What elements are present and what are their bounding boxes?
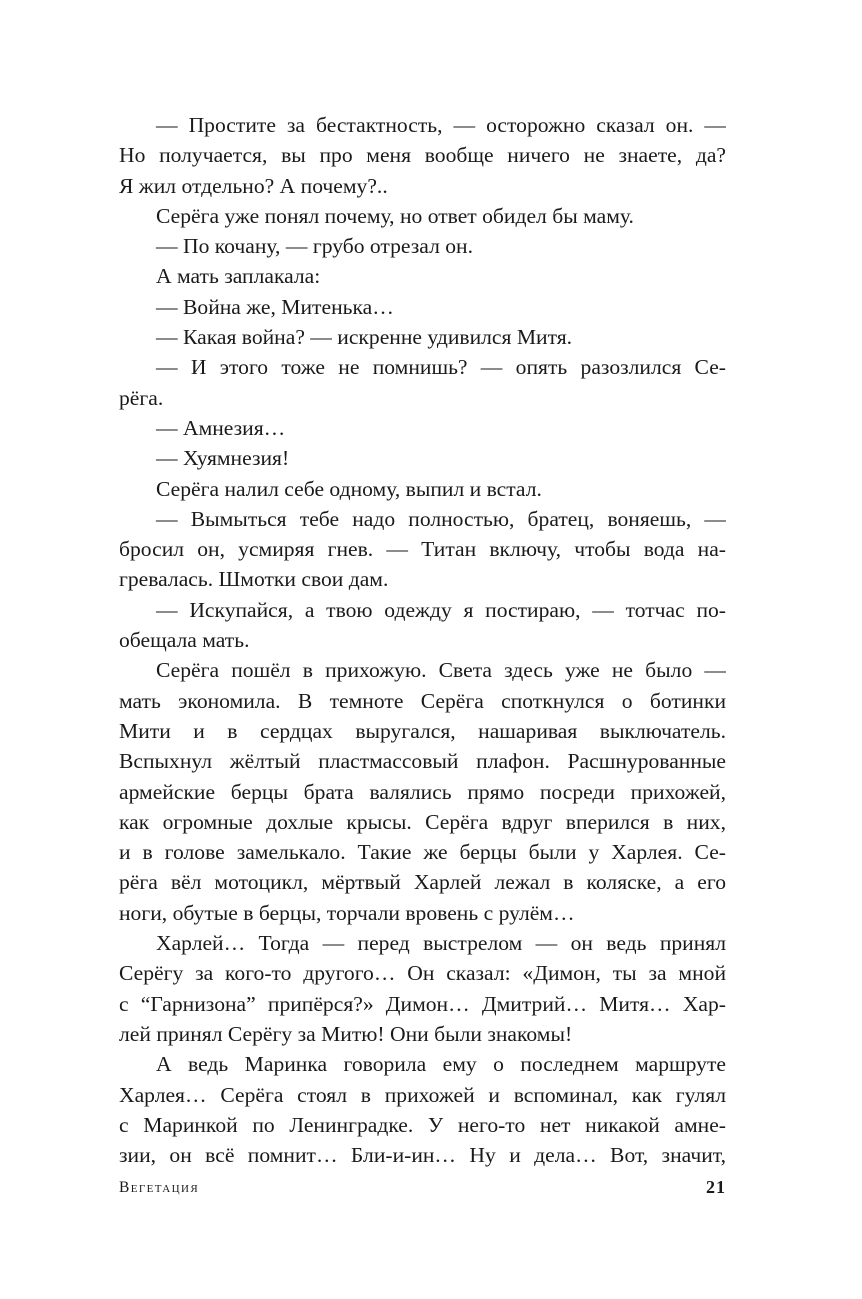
text-line: с Маринкой по Ленинградке. У него-то нет никакой амне- xyxy=(119,1112,726,1137)
text-line: как огромные дохлые крысы. Серёга вдруг вперился в них, xyxy=(119,809,726,834)
text-line: Я жил отдельно? А почему?.. xyxy=(119,173,388,198)
text-line: зии, он всё помнит… Бли-и-ин… Ну и дела… Вот, значит, xyxy=(119,1143,726,1168)
text-line: и в голове замелькало. Такие же берцы были у Харлея. Се- xyxy=(119,840,726,865)
text-line: Мити и в сердцах выругался, нашаривая выключатель. xyxy=(119,718,726,743)
text-line: А ведь Маринка говорила ему о последнем маршруте xyxy=(156,1052,726,1077)
text-line: Серёгу за кого-то другого… Он сказал: «Димон, ты за мной xyxy=(119,961,726,986)
text-line: — Искупайся, а твою одежду я постираю, — тотчас по- xyxy=(156,597,726,622)
text-line: Но получается, вы про меня вообще ничего не знаете, да? xyxy=(119,143,726,168)
text-line: Вспыхнул жёлтый пластмассовый плафон. Расшнурованные xyxy=(119,749,726,774)
text-line: армейские берцы брата валялись прямо посреди прихожей, xyxy=(119,779,726,804)
text-line: с “Гарнизона” припёрся?» Димон… Дмитрий… Митя… Хар- xyxy=(119,991,726,1016)
book-page-text xyxy=(119,110,726,1170)
text-line: — Хуямнезия! xyxy=(156,446,290,471)
text-line: рёга. xyxy=(119,385,164,410)
text-line: — Какая война? — искренне удивился Митя. xyxy=(156,325,573,350)
text-line: — Амнезия… xyxy=(156,415,286,440)
text-line: бросил он, усмиряя гнев. — Титан включу, чтобы вода на- xyxy=(119,537,726,562)
running-footer-title: Вегетация xyxy=(119,1179,200,1196)
text-line: гревалась. Шмотки свои дам. xyxy=(119,567,389,592)
text-line: лей принял Серёгу за Митю! Они были знакомы! xyxy=(119,1021,573,1046)
text-line: — Война же, Митенька… xyxy=(156,294,394,319)
text-line: А мать заплакала: xyxy=(156,264,321,289)
text-line: — По кочану, — грубо отрезал он. xyxy=(156,234,473,259)
text-line: Харлей… Тогда — перед выстрелом — он ведь принял xyxy=(156,931,726,956)
text-line: ноги, обутые в берцы, торчали вровень с рулём… xyxy=(119,900,575,925)
page-number: 21 xyxy=(706,1177,726,1197)
text-line: Серёга пошёл в прихожую. Света здесь уже не было — xyxy=(156,658,726,683)
text-line: Харлея… Серёга стоял в прихожей и вспоминал, как гулял xyxy=(119,1082,726,1107)
text-line: мать экономила. В темноте Серёга споткнулся о ботинки xyxy=(119,688,726,713)
text-line: — И этого тоже не помнишь? — опять разозлился Се- xyxy=(156,355,726,380)
text-line: рёга вёл мотоцикл, мёртвый Харлей лежал в коляске, а его xyxy=(119,870,726,895)
text-line: обещала мать. xyxy=(119,628,250,653)
text-line: Серёга налил себе одному, выпил и встал. xyxy=(156,476,542,501)
text-line: — Вымыться тебе надо полностью, братец, воняешь, — xyxy=(156,506,726,531)
text-line: — Простите за бестактность, — осторожно сказал он. — xyxy=(156,113,726,137)
text-line: Серёга уже понял почему, но ответ обидел бы маму. xyxy=(156,203,634,228)
